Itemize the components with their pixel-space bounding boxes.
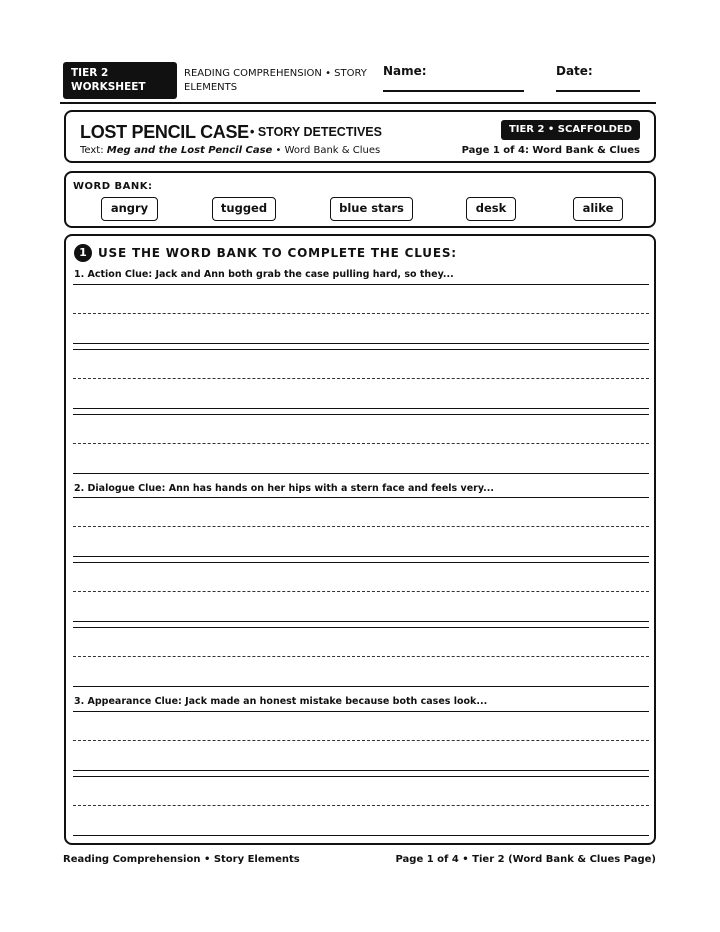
exercise-panel [64,234,656,845]
writing-line-mid[interactable] [73,591,649,592]
clue-3-prompt: 3. Appearance Clue: Jack made an honest mistake because both cases look... [74,696,488,707]
writing-line-base[interactable] [73,556,649,557]
word-bank-item: angry [101,197,158,221]
subject-line1: READING COMPREHENSION • STORY [184,68,367,79]
word-bank-panel [64,171,656,228]
writing-line-base[interactable] [73,408,649,409]
tier-tag-line1: TIER 2 [71,67,109,79]
footer-page-info: Page 1 of 4 • Tier 2 (Word Bank & Clues Page) [395,854,656,865]
text-source [80,145,380,156]
tier-worksheet-tag [63,62,177,99]
writing-line-top [73,711,649,712]
name-field[interactable] [383,90,524,92]
exercise-instructions: USE THE WORD BANK TO COMPLETE THE CLUES: [98,246,457,260]
word-bank-label: WORD BANK: [73,181,153,192]
writing-line-top [73,497,649,498]
writing-line-mid[interactable] [73,378,649,379]
writing-line-top [73,627,649,628]
worksheet-title: LOST PENCIL CASE [80,122,249,142]
date-field[interactable] [556,90,640,92]
book-title: Meg and the Lost Pencil Case [106,145,273,156]
writing-line-base[interactable] [73,343,649,344]
worksheet-subtitle: • STORY DETECTIVES [250,125,382,139]
text-prefix: Text: [80,145,107,156]
writing-line-mid[interactable] [73,740,649,741]
subject-line2: ELEMENTS [184,82,238,93]
writing-line-mid[interactable] [73,526,649,527]
writing-line-base[interactable] [73,770,649,771]
writing-line-top [73,562,649,563]
writing-line-top [73,284,649,285]
word-bank-item: tugged [212,197,276,221]
header-divider [60,102,656,104]
clue-2-prompt: 2. Dialogue Clue: Ann has hands on her hips with a stern face and feels very... [74,483,494,494]
title-panel [64,110,656,163]
word-bank-item: alike [573,197,623,221]
tier-badge: TIER 2 • SCAFFOLDED [501,120,640,140]
exercise-number-badge: 1 [74,244,92,262]
writing-line-mid[interactable] [73,443,649,444]
writing-line-base[interactable] [73,686,649,687]
writing-line-top [73,414,649,415]
writing-line-top [73,349,649,350]
writing-line-base[interactable] [73,473,649,474]
word-bank-item: desk [466,197,516,221]
tier-tag-line2: WORKSHEET [71,81,146,93]
writing-line-mid[interactable] [73,313,649,314]
writing-line-base[interactable] [73,621,649,622]
word-bank-item: blue stars [330,197,413,221]
footer-subject: Reading Comprehension • Story Elements [63,854,300,865]
writing-line-top [73,776,649,777]
text-suffix: • Word Bank & Clues [272,145,381,156]
writing-line-mid[interactable] [73,656,649,657]
date-label: Date: [556,64,593,78]
subject-label [184,67,379,95]
writing-line-mid[interactable] [73,805,649,806]
worksheet-header [63,62,656,100]
name-label: Name: [383,64,427,78]
writing-line-base[interactable] [73,835,649,836]
page-info: Page 1 of 4: Word Bank & Clues [461,145,640,156]
clue-1-prompt: 1. Action Clue: Jack and Ann both grab the case pulling hard, so they... [74,269,454,280]
